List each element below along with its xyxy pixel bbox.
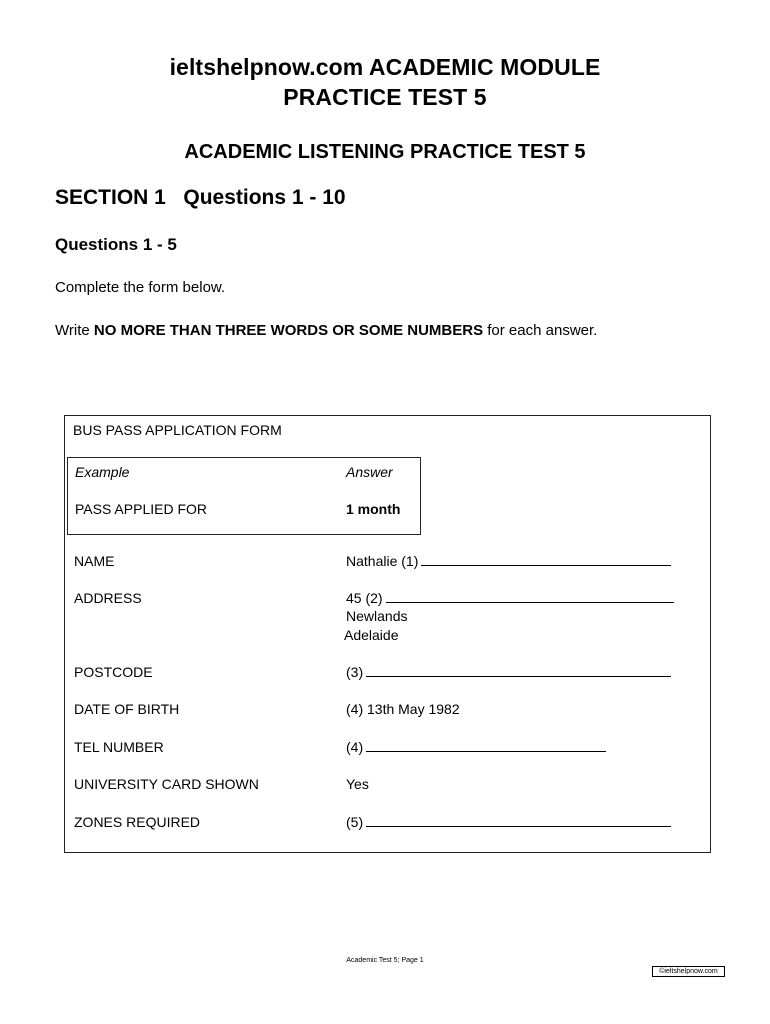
answer-label: Answer [346,464,393,480]
field-label-postcode: POSTCODE [74,664,153,680]
form-title: BUS PASS APPLICATION FORM [73,422,282,438]
answer-blank-1[interactable] [421,553,671,566]
page-subtitle: ACADEMIC LISTENING PRACTICE TEST 5 [184,141,586,163]
answer-blank-5[interactable] [366,814,671,827]
field-label-tel: TEL NUMBER [74,739,164,755]
questions-heading: Questions 1 - 5 [55,235,177,254]
example-answer: 1 month [346,501,401,517]
field-label-zones: ZONES REQUIRED [74,814,201,830]
field-value-name [346,552,671,570]
answer-blank-3[interactable] [366,664,671,677]
instruction-suffix: for each answer. [483,322,598,339]
field-value-name-text: Nathalie (1) [346,553,419,569]
instruction-prefix: Write [55,322,94,339]
page-title-line1: ieltshelpnow.com ACADEMIC MODULE [169,54,601,80]
page-footer: Academic Test 5; Page 1 [346,957,424,964]
field-value-address-text: 45 (2) [346,590,383,606]
field-label-address: ADDRESS [74,590,142,606]
instruction-bold: NO MORE THAN THREE WORDS OR SOME NUMBERS [93,322,484,339]
section-heading: SECTION 1 Questions 1 - 10 [55,186,346,209]
field-value-zones-text: (5) [346,814,364,830]
page-title-line2: PRACTICE TEST 5 [283,84,487,110]
field-value-address [346,589,674,607]
answer-blank-2[interactable] [386,590,674,603]
field-label-university-card: UNIVERSITY CARD SHOWN [74,776,259,792]
example-field-label: PASS APPLIED FOR [75,501,208,517]
field-value-university-card: Yes [346,776,369,792]
field-value-zones [346,813,671,831]
field-label-name: NAME [74,553,115,569]
address-line-city: Adelaide [344,627,399,643]
example-label: Example [75,464,130,480]
field-value-tel [346,738,606,756]
answer-blank-4[interactable] [366,739,606,752]
field-value-dob: (4) 13th May 1982 [346,701,460,717]
field-value-tel-text: (4) [346,739,364,755]
copyright-badge: ©ieltshelpnow.com [652,966,725,977]
instruction-word-limit [55,321,597,341]
field-label-dob: DATE OF BIRTH [74,701,180,717]
field-value-postcode [346,663,671,681]
address-line-suburb: Newlands [346,608,408,624]
field-value-postcode-text: (3) [346,664,364,680]
instruction-complete-form: Complete the form below. [55,279,226,296]
